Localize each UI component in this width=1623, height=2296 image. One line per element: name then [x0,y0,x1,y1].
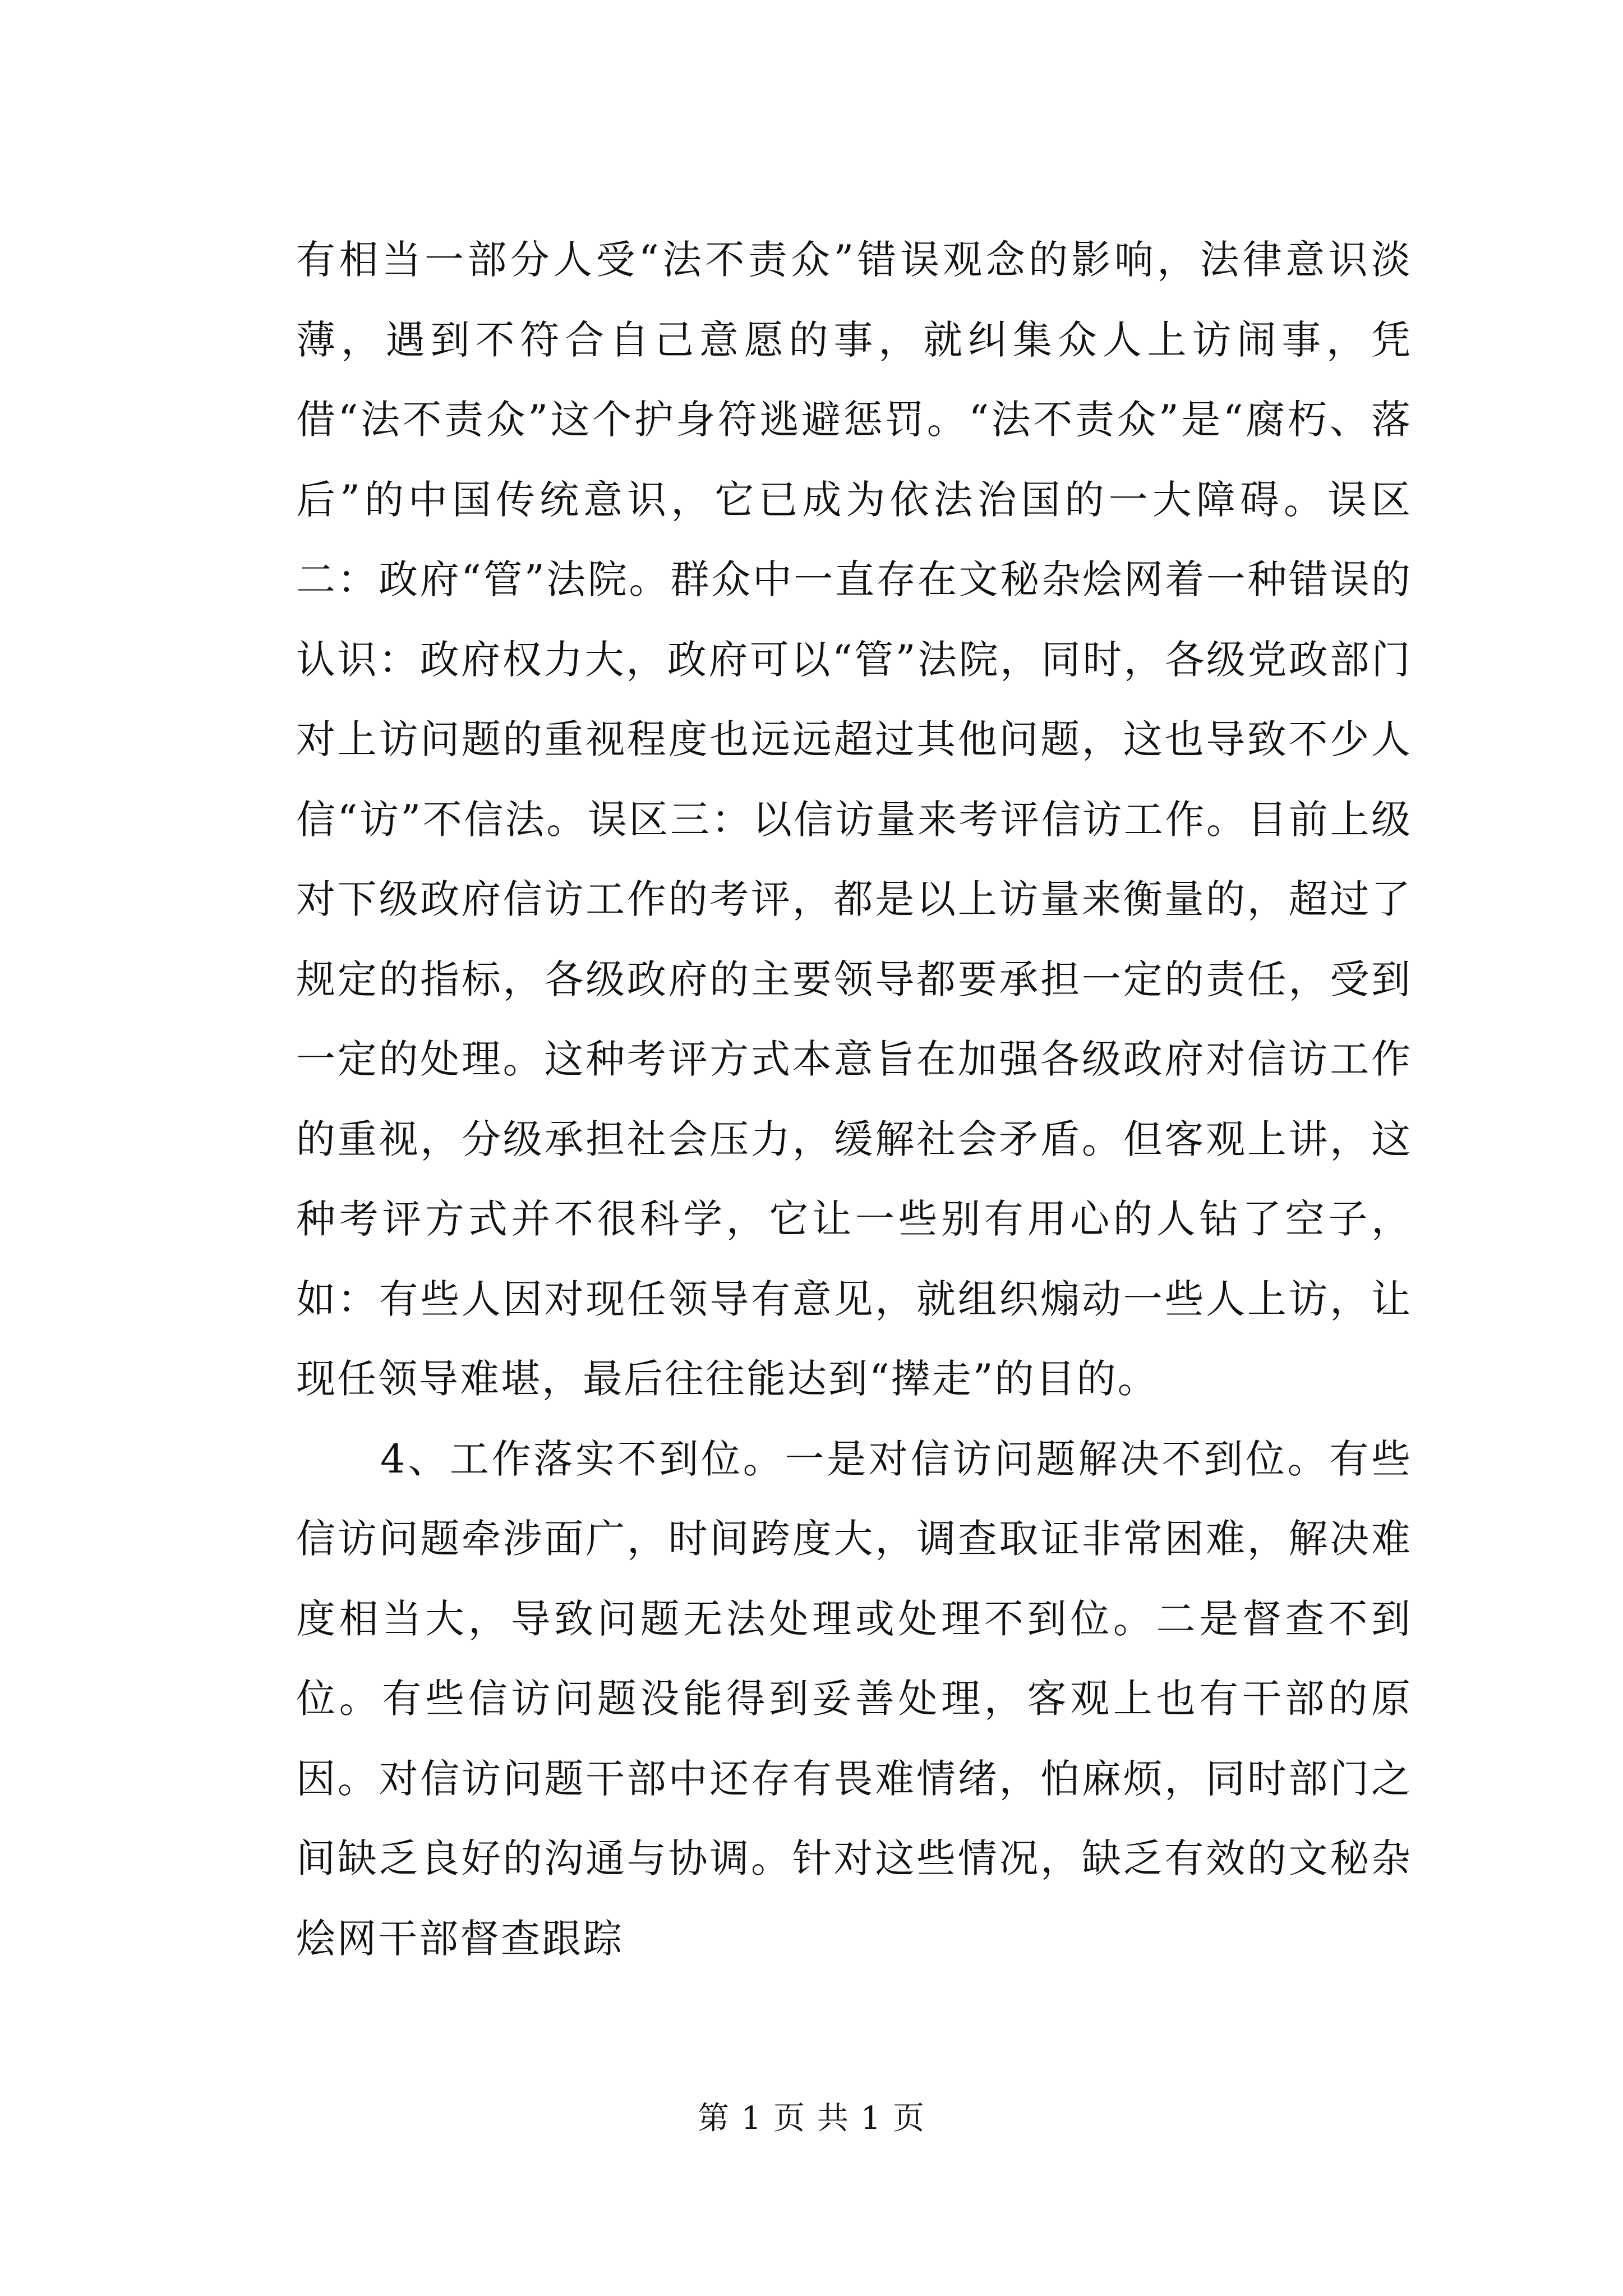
paragraph-1: 有相当一部分人受“法不责众”错误观念的影响，法律意识淡薄，遇到不符合自己意愿的事，就纠集众人上访闹事，凭借“法不责众”这个护身符逃避惩罚。“法不责众”是“腐朽、落后”的中国传统意识，它已成为依法治国的一大障碍。误区二：政府“管”法院。群众中一直存在文秘杂烩网着一种错误的认识：政府权力大，政府可以“管”法院，同时，各级党政部门对上访问题的重视程度也远远超过其他问题，这也导致不少人信“访”不信法。误区三：以信访量来考评信访工作。目前上级对下级政府信访工作的考评，都是以上访量来衡量的，超过了规定的指标，各级政府的主要领导都要承担一定的责任，受到一定的处理。这种考评方式本意旨在加强各级政府对信访工作的重视，分级承担社会压力，缓解社会矛盾。但客观上讲，这种考评方式并不很科学，它让一些别有用心的人钻了空子，如：有些人因对现任领导有意见，就组织煽动一些人上访，让现任领导难堪，最后往往能达到“撵走”的目的。 [296,237,1412,1402]
page-footer: 第 1 页 共 1 页 [697,2100,926,2137]
paragraph-2: 4、工作落实不到位。一是对信访问题解决不到位。有些信访问题牵涉面广，时间跨度大，调查取证非常困难，解决难度相当大，导致问题无法处理或处理不到位。二是督查不到位。有些信访问题没能得到妥善处理，客观上也有干部的原因。对信访问题干部中还存有畏难情绪，怕麻烦，同时部门之间缺乏良好的沟通与协调。针对这些情况，缺乏有效的文秘杂烩网干部督查跟踪 [296,1435,1412,1962]
document-body [296,220,1412,1978]
